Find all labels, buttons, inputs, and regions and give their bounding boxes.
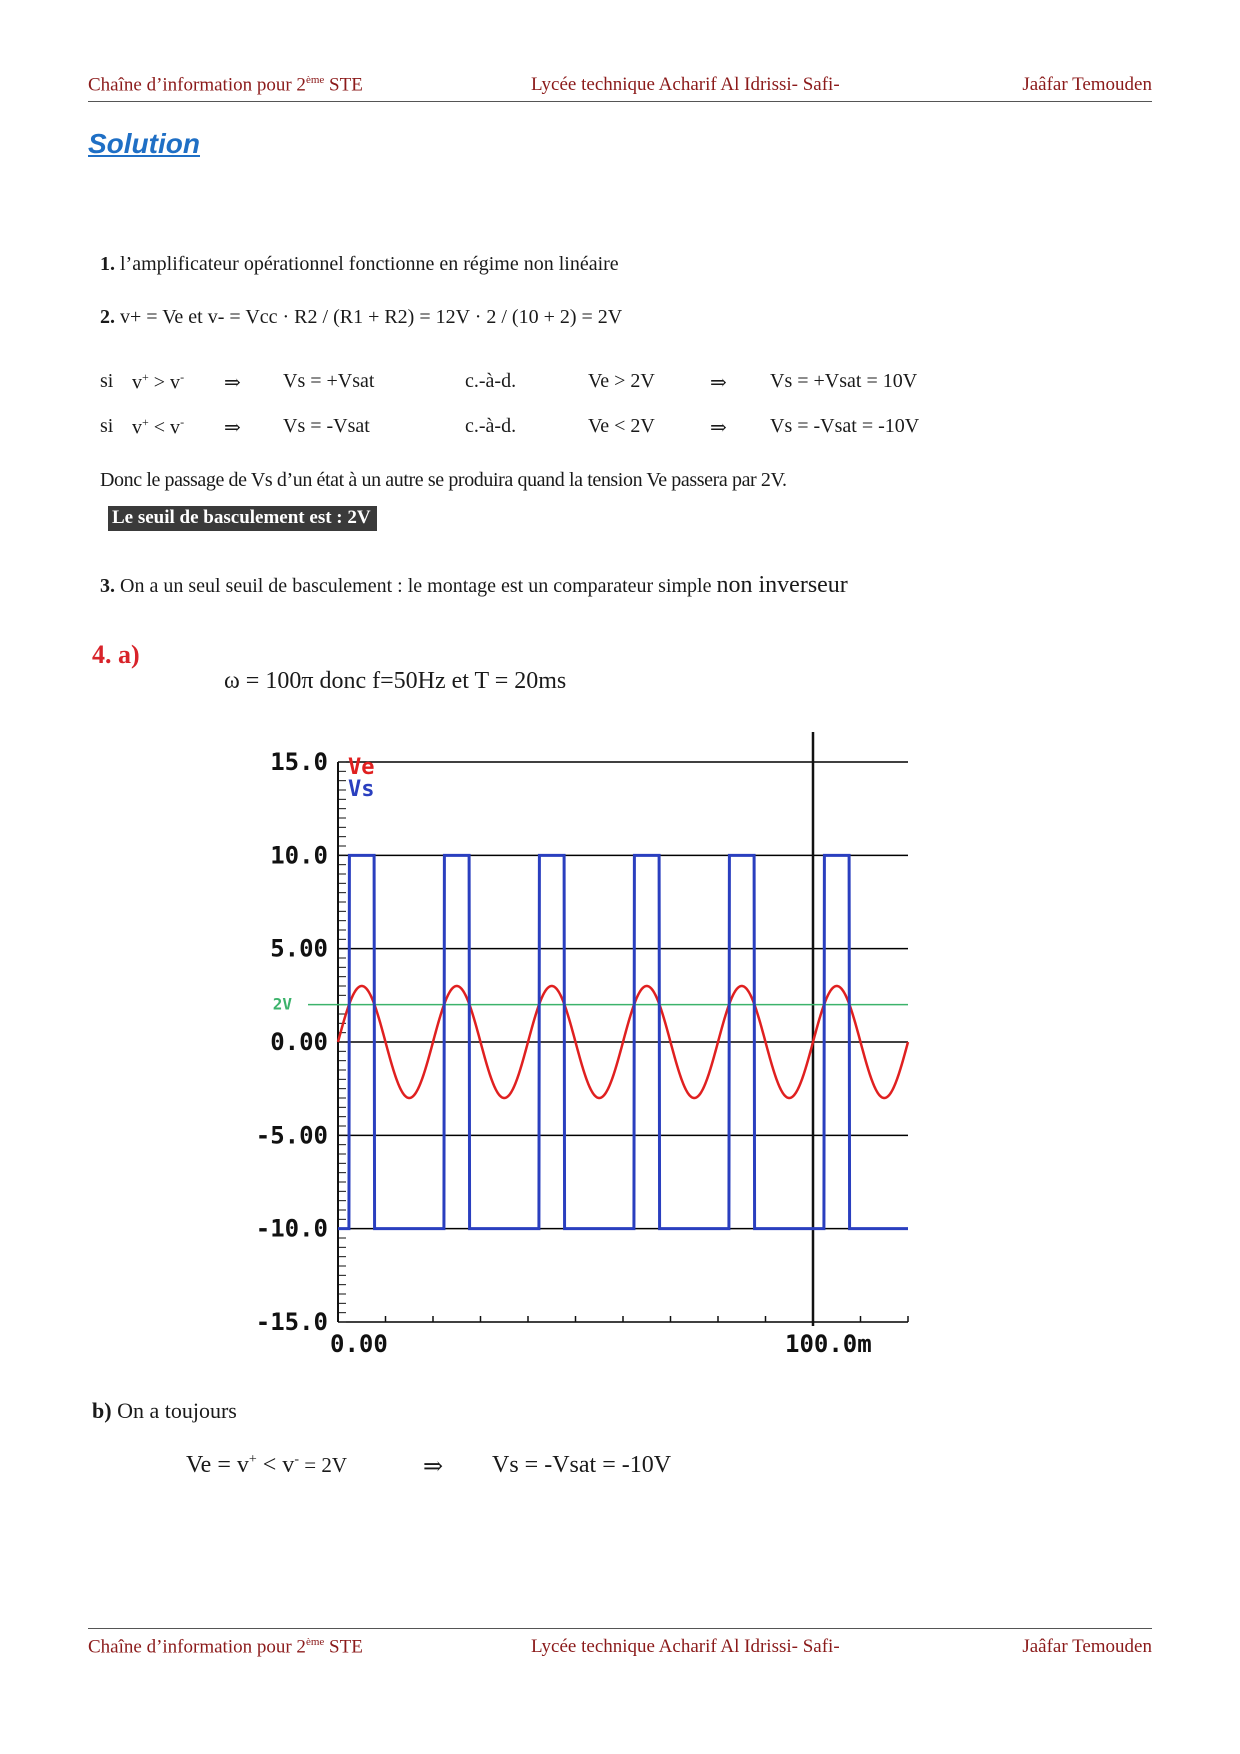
answer-4b: [92, 1398, 237, 1424]
row-high-op: > v: [148, 371, 181, 394]
y-tick-label: 0.00: [270, 1028, 328, 1056]
y-tick-label: 15.0: [270, 748, 328, 776]
answer-3-tail: non inverseur: [716, 572, 848, 598]
chart-grid: [308, 732, 908, 1326]
condition-row-high: [100, 370, 1000, 396]
row-low-arrow-1: ⇒: [224, 417, 241, 439]
row-high-ve: Ve > 2V: [588, 370, 655, 392]
oscilloscope-chart: [200, 732, 920, 1362]
y-tick-label: 5.00: [270, 934, 328, 963]
footer-rule: [88, 1628, 1152, 1629]
header-left-end: STE: [324, 74, 363, 96]
row-high-v: v: [132, 371, 142, 394]
header-rule: [88, 101, 1152, 102]
answer-2: [100, 306, 622, 329]
page-header: [88, 74, 1152, 100]
y-tick-label: 10.0: [270, 841, 328, 870]
row-high-vs: Vs = +Vsat: [283, 370, 375, 392]
eq-result: Vs = -Vsat = -10V: [492, 1452, 672, 1478]
answer-3: [100, 572, 848, 599]
y-tick-label: -15.0: [255, 1308, 328, 1336]
y-tick-label: -5.00: [255, 1121, 328, 1150]
answer-4b-label: b): [92, 1398, 112, 1423]
legend-vs: Vs: [348, 777, 375, 802]
row-low-sup-plus: +: [142, 415, 149, 429]
header-right: Jaâfar Temouden: [1022, 74, 1152, 95]
row-high-result: Vs = +Vsat = 10V: [770, 370, 918, 392]
row-low-vs: Vs = -Vsat: [283, 415, 370, 437]
row-low-v: v: [132, 416, 142, 439]
answer-4a-label: 4. a): [92, 640, 140, 669]
y-tick-label: -10.0: [255, 1214, 328, 1243]
header-left-text: Chaîne d’information pour 2: [88, 74, 306, 96]
condition-row-low: [100, 415, 1000, 441]
footer-left-sup: ème: [305, 1636, 325, 1648]
answer-4b-text: On a toujours: [117, 1398, 237, 1423]
answer-3-number: 3.: [100, 575, 115, 597]
page-footer: [88, 1636, 1152, 1662]
footer-center: Lycée technique Acharif Al Idrissi- Safi-: [531, 1636, 840, 1657]
answer-2-number: 2.: [100, 306, 115, 328]
row-low-op: < v: [148, 416, 181, 439]
eq-sup-plus: +: [248, 1452, 257, 1467]
answer-1: [100, 253, 619, 276]
omega-line: ω = 100π donc f=50Hz et T = 20ms: [224, 668, 567, 694]
eq-arrow: ⇒: [423, 1454, 444, 1480]
eq-a: Ve = v: [186, 1452, 249, 1478]
answer-2-text: v+ = Ve et v- = Vcc · R2 / (R1 + R2) = 12V · 2 / (10 + 2) = 2V: [120, 306, 623, 328]
row-high-arrow-2: ⇒: [710, 372, 727, 394]
answer-1-number: 1.: [100, 253, 115, 275]
row-high-si: si: [100, 370, 114, 392]
x-tick-label: 100.0m: [785, 1330, 872, 1358]
row-low-result: Vs = -Vsat = -10V: [770, 415, 920, 437]
answer-3-text: On a un seul seuil de basculement : le montage est un comparateur simple: [120, 575, 717, 597]
header-left-sup: ème: [305, 74, 325, 86]
x-tick-label: 0.00: [330, 1330, 388, 1358]
legend-ve: Ve: [348, 755, 375, 780]
answer-1-text: l’amplificateur opérationnel fonctionne en régime non linéaire: [120, 253, 619, 275]
threshold-label: 2V: [272, 994, 292, 1014]
eq-b: < v: [256, 1452, 295, 1478]
row-high-cad: c.-à-d.: [465, 370, 517, 392]
eq-sup-minus: -: [294, 1452, 299, 1467]
row-high-arrow-1: ⇒: [224, 372, 241, 394]
footer-right: Jaâfar Temouden: [1022, 1636, 1152, 1657]
footer-left-end: STE: [324, 1636, 363, 1658]
eq-c: = 2V: [298, 1453, 347, 1477]
row-low-cad: c.-à-d.: [465, 415, 517, 437]
row-low-si: si: [100, 415, 114, 437]
conclusion-text: Donc le passage de Vs d’un état à un autre se produira quand la tension Ve passera par 2V.: [100, 469, 787, 491]
row-low-inequality: [132, 415, 184, 440]
footer-left: [88, 1636, 363, 1658]
row-low-ve: Ve < 2V: [588, 415, 655, 437]
row-low-arrow-2: ⇒: [710, 417, 727, 439]
answer-4b-equation: [186, 1452, 746, 1482]
eq-left: [186, 1452, 347, 1479]
threshold-highlight: Le seuil de basculement est : 2V: [108, 506, 377, 531]
row-high-inequality: [132, 370, 184, 395]
row-low-sup-minus: -: [180, 415, 185, 429]
section-title: Solution: [88, 128, 200, 159]
row-high-sup-plus: +: [142, 370, 149, 384]
header-center: Lycée technique Acharif Al Idrissi- Safi-: [531, 74, 840, 95]
footer-left-text: Chaîne d’information pour 2: [88, 1636, 306, 1658]
row-high-sup-minus: -: [180, 370, 185, 384]
header-left: [88, 74, 363, 96]
